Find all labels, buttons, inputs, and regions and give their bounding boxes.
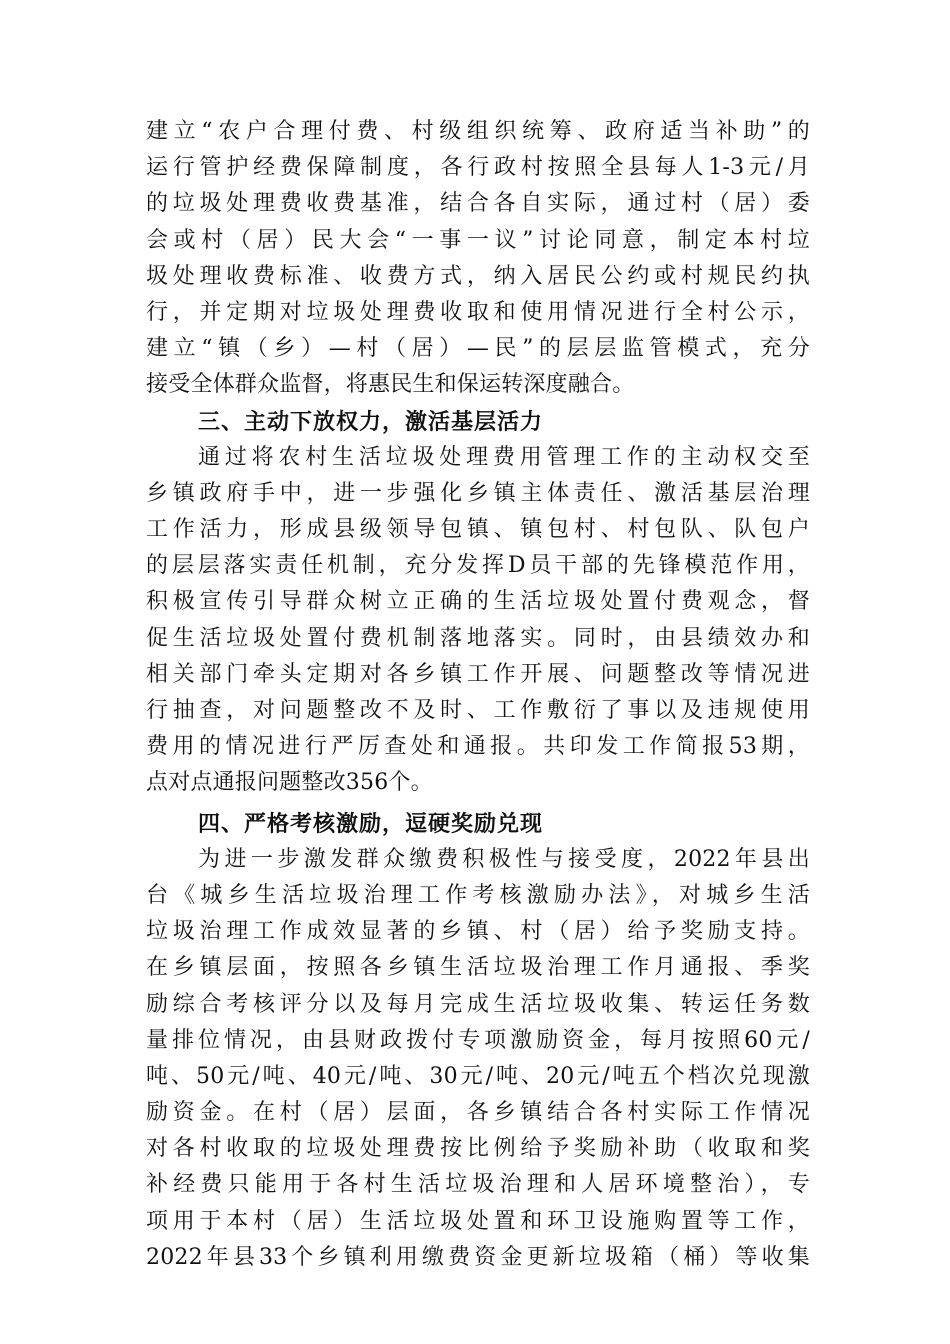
paragraph-line: 项用于本村（居）生活垃圾处置和环卫设施购置等工作， — [146, 1208, 810, 1234]
document-body — [146, 114, 810, 1276]
section-4 — [146, 806, 810, 1276]
paragraph-line: 行，并定期对垃圾处理费收取和使用情况进行全村公示， — [146, 299, 810, 325]
paragraph-line: 通过将农村生活垃圾处理费用管理工作的主动权交至 — [198, 444, 810, 470]
paragraph-line: 圾处理收费标准、收费方式，纳入居民公约或村规民约执 — [146, 263, 810, 289]
paragraph-line: 为进一步激发群众缴费积极性与接受度，2022年县出 — [198, 846, 810, 872]
paragraph-line: 点对点通报问题整改356个。 — [146, 770, 433, 796]
paragraph-line: 励综合考核评分以及每月完成生活垃圾收集、转运任务数 — [146, 991, 810, 1017]
paragraph-line: 费用的情况进行严厉查处和通报。共印发工作简报53期， — [146, 734, 810, 760]
paragraph-line: 2022年县33个乡镇利用缴费资金更新垃圾箱（桶）等收集 — [146, 1244, 810, 1270]
paragraph-line: 接受全体群众监督，将惠民生和保运转深度融合。 — [146, 372, 635, 398]
paragraph-line: 积极宣传引导群众树立正确的生活垃圾处置付费观念，督 — [146, 589, 810, 615]
paragraph-line: 量排位情况，由县财政拨付专项激励资金，每月按照60元/ — [146, 1027, 810, 1053]
paragraph-line: 促生活垃圾处置付费机制落地落实。同时，由县绩效办和 — [146, 625, 810, 651]
section-3 — [146, 404, 810, 802]
paragraph-line: 台《城乡生活垃圾治理工作考核激励办法》，对城乡生活 — [146, 882, 810, 908]
paragraph-line: 的层层落实责任机制，充分发挥D员干部的先锋模范作用， — [146, 553, 810, 579]
paragraph-line: 行抽查，对问题整改不及时、工作敷衍了事以及违规使用 — [146, 698, 810, 723]
paragraph-line: 工作活力，形成县级领导包镇、镇包村、村包队、队包户 — [146, 517, 810, 543]
paragraph-line: 励资金。在村（居）层面，各乡镇结合各村实际工作情况 — [146, 1100, 810, 1126]
section-2-continuation — [146, 114, 810, 404]
paragraph-line: 对各村收取的垃圾处理费按比例给予奖励补助（收取和奖 — [146, 1136, 810, 1162]
paragraph-line: 会或村（居）民大会“一事一议”讨论同意，制定本村垃 — [146, 227, 810, 253]
section-heading: 三、主动下放权力，激活基层活力 — [198, 408, 544, 435]
paragraph-line: 乡镇政府手中，进一步强化乡镇主体责任、激活基层治理 — [146, 480, 810, 506]
paragraph-line: 补经费只能用于各村生活垃圾治理和人居环境整治），专 — [146, 1172, 810, 1198]
paragraph-line: 垃圾治理工作成效显著的乡镇、村（居）给予奖励支持。 — [146, 919, 810, 945]
paragraph-line: 的垃圾处理费收费基准，结合各自实际，通过村（居）委 — [146, 191, 810, 217]
paragraph-line: 建立“镇（乡）—村（居）—民”的层层监管模式，充分 — [146, 336, 810, 362]
paragraph-line: 相关部门牵头定期对各乡镇工作开展、问题整改等情况进 — [146, 661, 810, 687]
paragraph-line: 在乡镇层面，按照各乡镇生活垃圾治理工作月通报、季奖 — [146, 955, 810, 981]
paragraph-line: 建立“农户合理付费、村级组织统筹、政府适当补助”的 — [146, 119, 810, 144]
paragraph-line: 吨、50元/吨、40元/吨、30元/吨、20元/吨五个档次兑现激 — [146, 1063, 810, 1089]
section-heading: 四、严格考核激励，逗硬奖励兑现 — [198, 810, 544, 837]
paragraph-line: 运行管护经费保障制度，各行政村按照全县每人1-3元/月 — [146, 155, 810, 181]
